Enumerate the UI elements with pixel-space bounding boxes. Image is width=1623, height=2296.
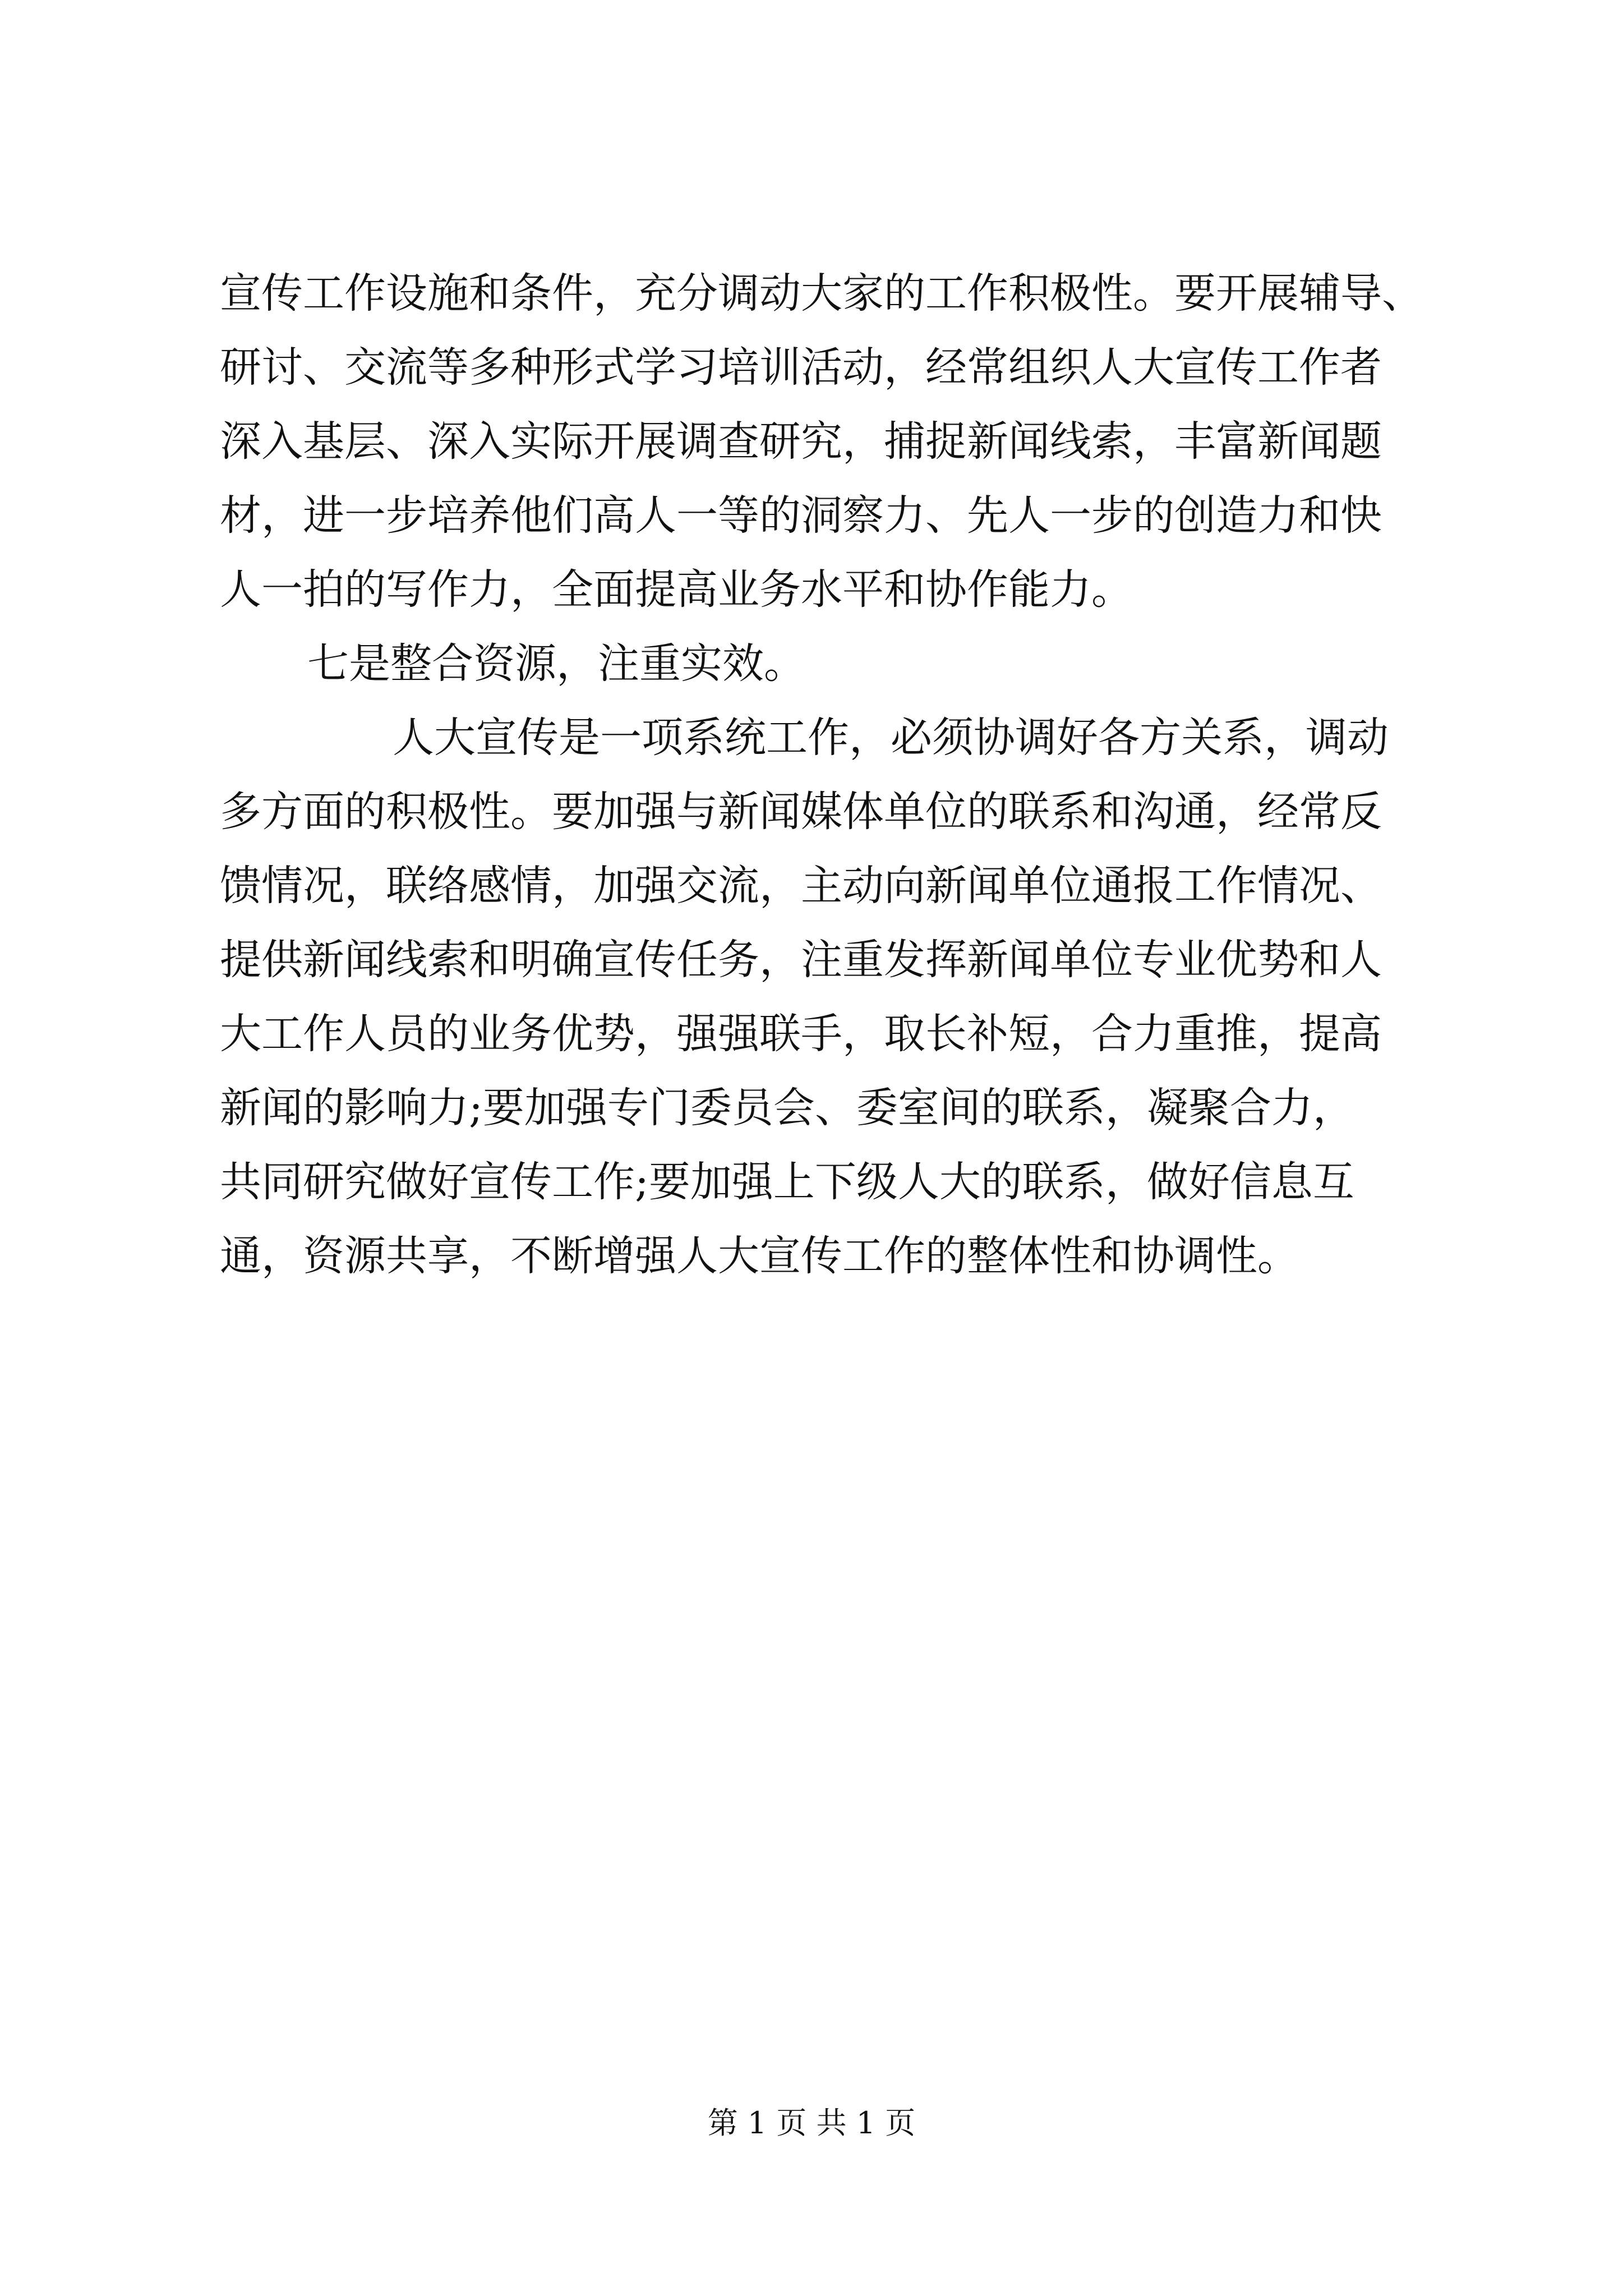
paragraph-line: 材，进一步培养他们高人一等的洞察力、先人一步的创造力和快 [220,491,1382,540]
paragraph-line: 多方面的积极性。要加强与新闻媒体单位的联系和沟通，经常反 [220,788,1382,836]
paragraph-line: 深入基层、深入实际开展调查研究，捕捉新闻线索，丰富新闻题 [220,417,1382,466]
paragraph-line: 馈情况，联络感情，加强交流，主动向新闻单位通报工作情况、 [220,862,1382,910]
paragraph-line: 研讨、交流等多种形式学习培训活动，经常组织人大宣传工作者 [220,343,1382,392]
page-footer: 第 1 页 共 1 页 [707,2105,916,2141]
section-heading: 七是整合资源，注重实效。 [307,639,805,688]
paragraph-line: 通，资源共享，不断增强人大宣传工作的整体性和协调性。 [220,1232,1299,1280]
paragraph-line: 共同研究做好宣传工作;要加强上下级人大的联系，做好信息互 [220,1158,1354,1206]
paragraph-line: 人一拍的写作力，全面提高业务水平和协作能力。 [220,565,1133,614]
paragraph-line: 人大宣传是一项系统工作，必须协调好各方关系，调动 [393,714,1389,762]
paragraph-line: 大工作人员的业务优势，强强联手，取长补短，合力重推，提高 [220,1010,1382,1058]
paragraph-line: 提供新闻线索和明确宣传任务，注重发挥新闻单位专业优势和人 [220,936,1382,984]
paragraph-line: 新闻的影响力;要加强专门委员会、委室间的联系，凝聚合力， [220,1084,1354,1132]
paragraph-line: 宣传工作设施和条件，充分调动大家的工作积极性。要开展辅导、 [220,269,1423,318]
